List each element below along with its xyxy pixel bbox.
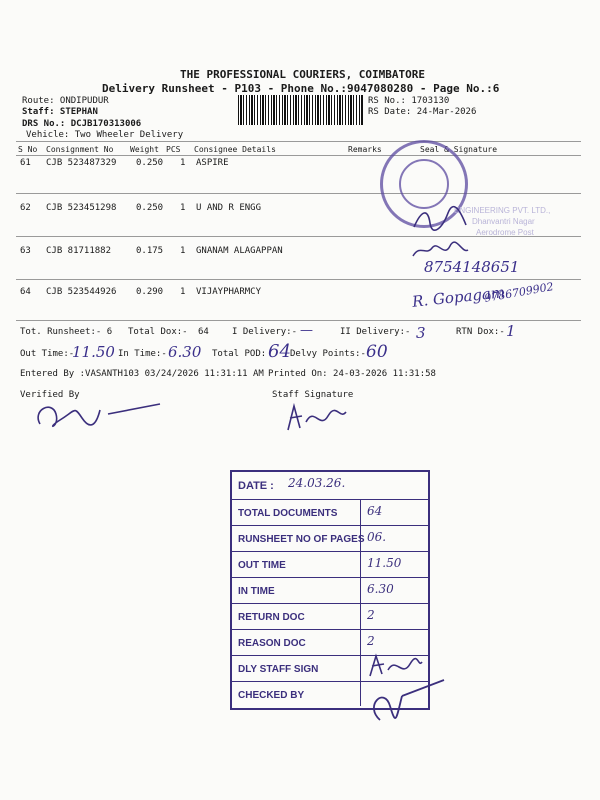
handwritten-name: R. Gopagam [411, 283, 506, 311]
total-dox-value: 64 [198, 327, 209, 337]
in-time-value: 6.30 [168, 343, 202, 361]
col-pcs: PCS [166, 145, 181, 154]
row-consignee: U AND R ENGG [196, 203, 262, 213]
stamp-label: TOTAL DOCUMENTS [238, 508, 338, 519]
barcode [238, 95, 363, 125]
staff-signature [280, 400, 350, 436]
in-time-label: In Time:- [118, 349, 167, 359]
row-weight: 0.175 [136, 246, 164, 256]
row-sno: 61 [20, 158, 31, 168]
col-seal-signature: Seal & Signature [420, 145, 498, 154]
stamp-label: OUT TIME [238, 560, 286, 571]
row-weight: 0.290 [136, 287, 164, 297]
verified-signature [30, 396, 170, 436]
col-consignee: Consignee Details [194, 145, 276, 154]
stamp-label: DLY STAFF SIGN [238, 664, 319, 675]
handwritten-phone1: 8754148651 [424, 258, 520, 276]
row-consignee: GNANAM ALAGAPPAN [196, 246, 283, 256]
checked-by-signature [360, 676, 450, 726]
col-consignment: Consignment No [46, 145, 114, 154]
row-pcs: 1 [180, 246, 186, 256]
faint-stamp-line1: ENGINEERING PVT. LTD., [454, 206, 551, 215]
rtn-dox-value: 1 [506, 322, 516, 340]
stamp-value: 06. [367, 530, 387, 544]
col-sno: S No [18, 145, 38, 154]
faint-stamp-line2: Dhanvantri Nagar [472, 217, 535, 226]
row-weight: 0.250 [136, 158, 164, 168]
verified-by-label: Verified By [20, 390, 80, 400]
tot-runsheet: Tot. Runsheet:- 6 [20, 327, 113, 337]
stamp-date-label: DATE : [238, 480, 274, 492]
route: Route: ONDIPUDUR [22, 96, 109, 106]
stamp-label: CHECKED BY [238, 690, 305, 701]
staff: Staff: STEPHAN [22, 107, 98, 117]
row-consignee: ASPIRE [196, 158, 229, 168]
entered-by: Entered By :VASANTH103 03/24/2026 11:31:11 AM [20, 369, 264, 379]
handwritten-phone2: 9786709902 [483, 280, 555, 305]
row-consignment: CJB 81711882 [46, 246, 112, 256]
faint-stamp-line3: Aerodrome Post [476, 228, 534, 237]
stamp-label: IN TIME [238, 586, 275, 597]
total-dox-label: Total Dox:- [128, 327, 188, 337]
delvy-points-value: 60 [366, 342, 388, 362]
row-pcs: 1 [180, 158, 186, 168]
i-delivery-value: — [300, 323, 313, 338]
printed-on: Printed On: 24-03-2026 11:31:58 [268, 369, 436, 379]
stamp-value: 64 [367, 504, 383, 518]
col-weight: Weight [130, 145, 159, 154]
row-consignment: CJB 523451298 [46, 203, 117, 213]
drs-number: DRS No.: DCJB170313006 [22, 119, 142, 129]
staff-signature-label: Staff Signature [272, 390, 354, 400]
stamp-value: 2 [367, 634, 375, 648]
row-consignment: CJB 523487329 [46, 158, 117, 168]
company-title: THE PROFESSIONAL COURIERS, COIMBATORE [180, 68, 426, 81]
out-time-label: Out Time:- [20, 349, 75, 359]
row-sno: 64 [20, 287, 31, 297]
delvy-points-label: Delvy Points:- [290, 349, 366, 359]
row-consignee: VIJAYPHARMCY [196, 287, 262, 297]
row-sno: 63 [20, 246, 31, 256]
rtn-dox-label: RTN Dox:- [456, 327, 505, 337]
out-time-value: 11.50 [72, 343, 115, 361]
row-consignment: CJB 523544926 [46, 287, 117, 297]
stamp-value: 11.50 [367, 556, 402, 570]
row-weight: 0.250 [136, 203, 164, 213]
ii-delivery-label: II Delivery:- [340, 327, 411, 337]
ii-delivery-value: 3 [416, 324, 426, 342]
rs-number: RS No.: 1703130 [368, 96, 450, 106]
total-pod-label: Total POD: [212, 349, 267, 359]
runsheet-subtitle: Delivery Runsheet - P103 - Phone No.:9047080280 - Page No.:6 [102, 82, 500, 95]
vehicle: Vehicle: Two Wheeler Delivery [26, 130, 184, 140]
total-pod-value: 64 [268, 341, 291, 362]
row-sno: 62 [20, 203, 31, 213]
row-pcs: 1 [180, 287, 186, 297]
i-delivery-label: I Delivery:- [232, 327, 298, 337]
row-pcs: 1 [180, 203, 186, 213]
col-remarks: Remarks [348, 145, 382, 154]
stamp-date-value: 24.03.26. [288, 476, 346, 490]
rs-date: RS Date: 24-Mar-2026 [368, 107, 477, 117]
stamp-value: 6.30 [367, 582, 394, 596]
stamp-value: 2 [367, 608, 375, 622]
stamp-label: RETURN DOC [238, 612, 305, 623]
stamp-label: RUNSHEET NO OF PAGES [238, 534, 365, 545]
signature-row62 [410, 205, 470, 235]
stamp-label: REASON DOC [238, 638, 306, 649]
